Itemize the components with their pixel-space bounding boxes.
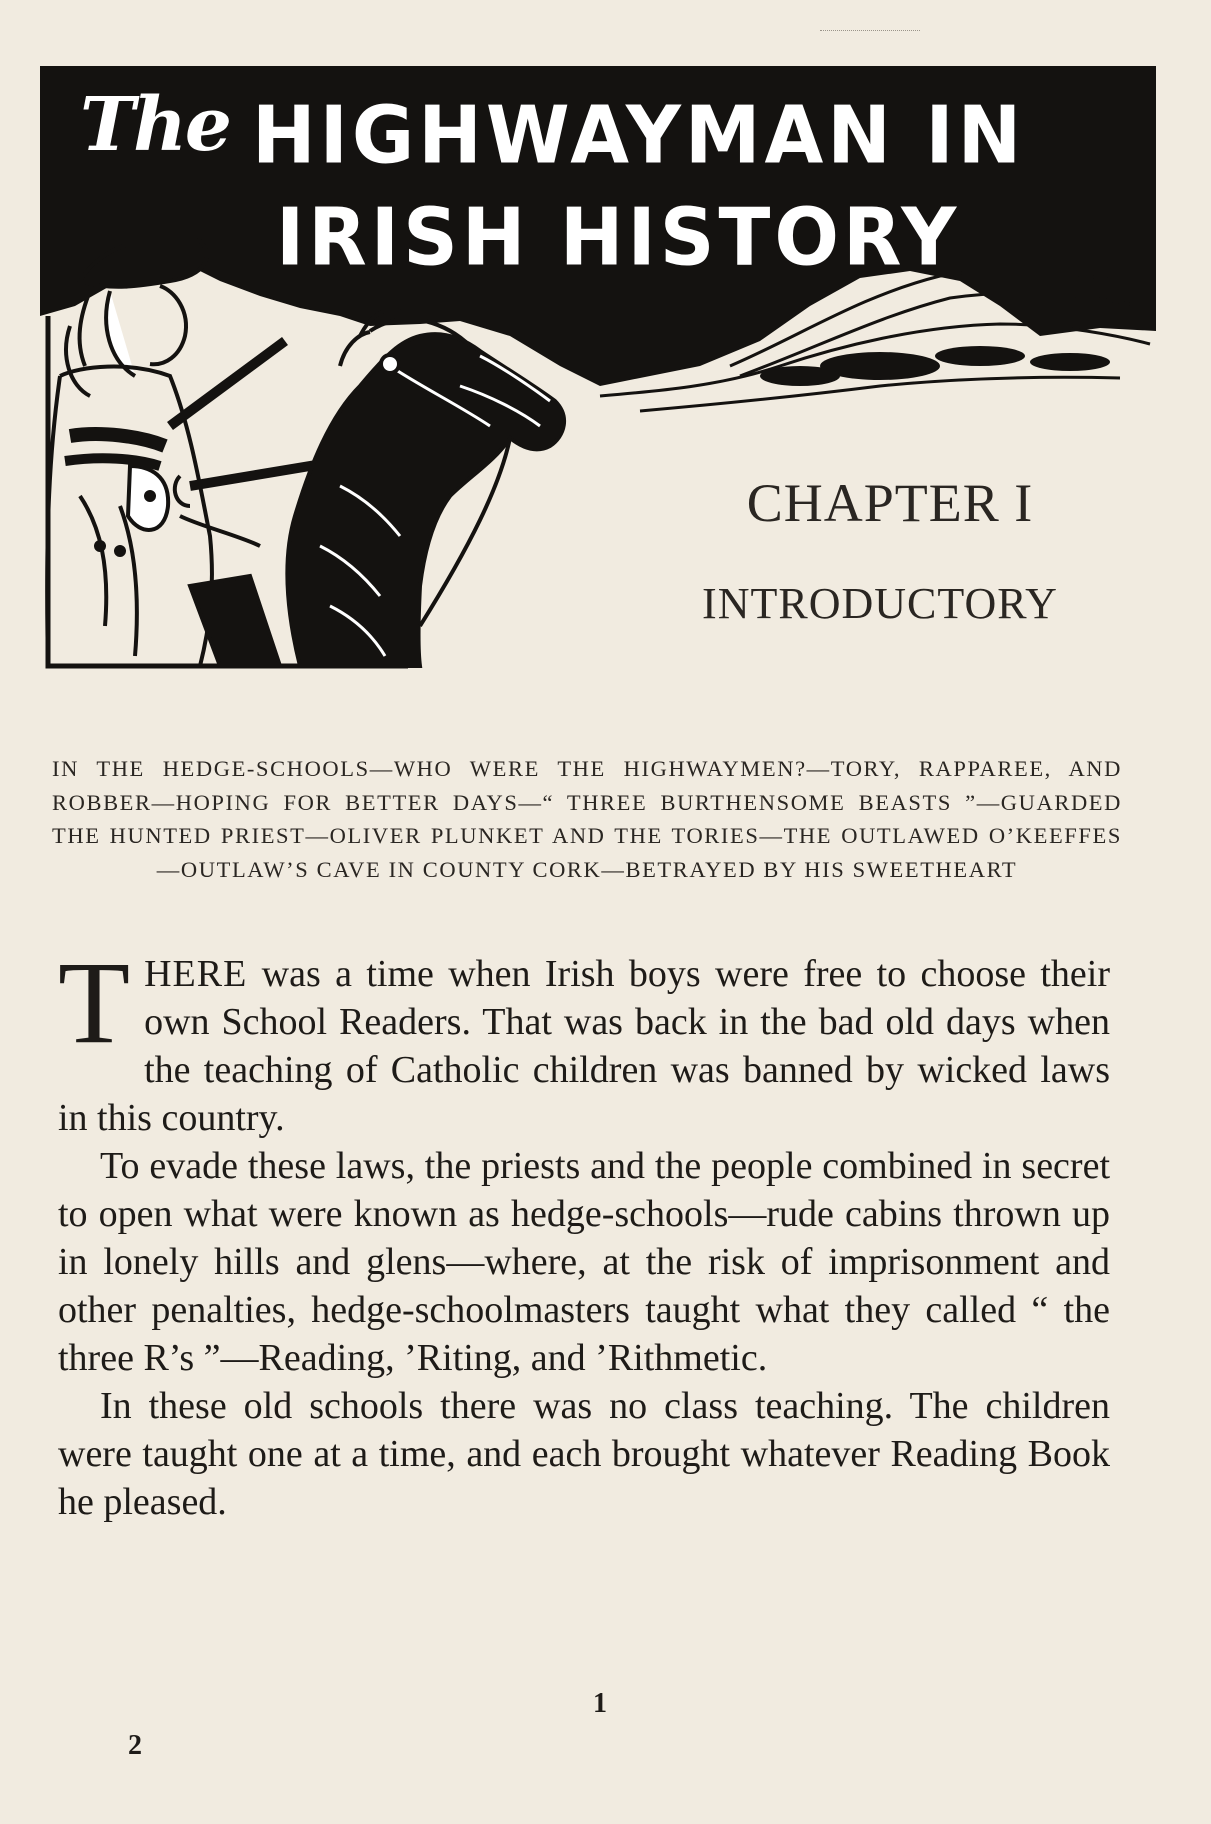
page-smudge xyxy=(820,30,920,35)
horse-figure xyxy=(287,310,564,666)
paragraph-2: To evade these laws, the priests and the people combined in secret to open what were known as hedge-schools—rude cabins thrown up in lonely hills and glens—where, at the risk of imprisonment and other penalties, hedge-schoolmasters taught what they called “ the three R’s ”—Reading, ’Riting, and ’Rithmetic. xyxy=(58,1145,1110,1379)
title-line-1: HIGHWAYMAN IN xyxy=(252,88,1026,182)
title-the: The xyxy=(80,82,230,168)
paragraph-1 xyxy=(58,937,1111,1142)
chapter-synopsis: IN THE HEDGE-SCHOOLS—WHO WERE THE HIGHWAYMEN?—TORY, RAPPAREE, AND ROBBER—HOPING FOR BETTER DAYS—“ THREE BURTHENSOME BEASTS ”—GUARDED THE HUNTED PRIEST—OLIVER PLUNKET AND THE TORIES—THE OUTLAWED O’KEEFFES—OUTLAW’S CAVE IN COUNTY CORK—BETRAYED BY HIS SWEETHEART xyxy=(52,756,1122,882)
drop-cap: T xyxy=(58,937,131,1068)
paragraph-1-text: was a time when Irish boys were free to choose their own School Readers. That was back in the bad old days when the teaching of Catholic children was banned by wicked laws in this country. xyxy=(58,953,1111,1139)
signature-mark: 2 xyxy=(128,1730,142,1761)
first-word-rest: HERE xyxy=(144,953,248,995)
paragraph-3: In these old schools there was no class teaching. The children were taught one at a time, and each brought whatever Reading Book he pleased. xyxy=(58,1385,1110,1523)
page-number: 1 xyxy=(593,1688,607,1719)
chapter-title: CHAPTER I xyxy=(746,473,1034,533)
body-text xyxy=(58,937,1111,1526)
title-line-2: IRISH HISTORY xyxy=(276,190,961,284)
chapter-subtitle: INTRODUCTORY xyxy=(702,579,1058,628)
